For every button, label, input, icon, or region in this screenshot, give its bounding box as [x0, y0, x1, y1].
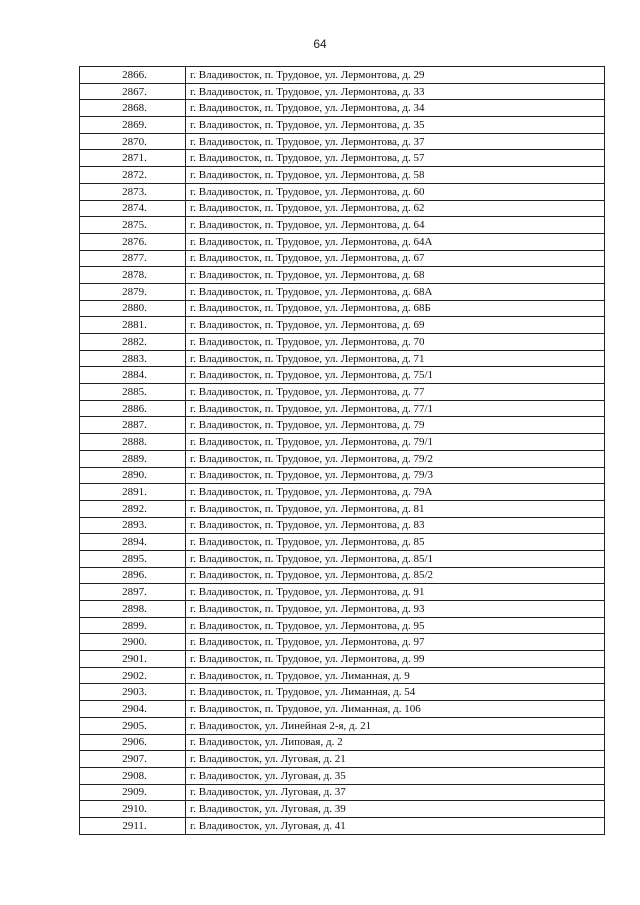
- table-row: [80, 200, 605, 217]
- row-number: 2877.: [80, 250, 186, 267]
- table-row: [80, 334, 605, 351]
- row-address: г. Владивосток, п. Трудовое, ул. Лермонтова, д. 58: [186, 167, 605, 184]
- table-row: [80, 601, 605, 618]
- table-row: [80, 467, 605, 484]
- row-address: г. Владивосток, п. Трудовое, ул. Лермонтова, д. 85: [186, 534, 605, 551]
- table-row: [80, 751, 605, 768]
- row-number: 2875.: [80, 217, 186, 234]
- table-row: [80, 350, 605, 367]
- row-number: 2910.: [80, 801, 186, 818]
- page-number: 64: [313, 37, 327, 51]
- table-row: [80, 450, 605, 467]
- row-number: 2896.: [80, 567, 186, 584]
- row-address: г. Владивосток, ул. Луговая, д. 21: [186, 751, 605, 768]
- row-number: 2876.: [80, 233, 186, 250]
- table-row: [80, 684, 605, 701]
- table-row: [80, 434, 605, 451]
- row-number: 2874.: [80, 200, 186, 217]
- row-address: г. Владивосток, п. Трудовое, ул. Лермонтова, д. 97: [186, 634, 605, 651]
- row-address: г. Владивосток, п. Трудовое, ул. Лермонтова, д. 33: [186, 83, 605, 100]
- table-row: [80, 784, 605, 801]
- row-number: 2889.: [80, 450, 186, 467]
- table-row: [80, 133, 605, 150]
- row-number: 2881.: [80, 317, 186, 334]
- row-address: г. Владивосток, п. Трудовое, ул. Лермонтова, д. 68: [186, 267, 605, 284]
- row-number: 2897.: [80, 584, 186, 601]
- row-address: г. Владивосток, ул. Луговая, д. 39: [186, 801, 605, 818]
- row-address: г. Владивосток, п. Трудовое, ул. Лермонтова, д. 67: [186, 250, 605, 267]
- row-address: г. Владивосток, п. Трудовое, ул. Лермонтова, д. 99: [186, 651, 605, 668]
- table-row: [80, 400, 605, 417]
- row-address: г. Владивосток, п. Трудовое, ул. Лермонтова, д. 81: [186, 500, 605, 517]
- table-row: [80, 567, 605, 584]
- row-number: 2904.: [80, 701, 186, 718]
- table-row: [80, 367, 605, 384]
- row-address: г. Владивосток, п. Трудовое, ул. Лермонтова, д. 68А: [186, 283, 605, 300]
- row-number: 2907.: [80, 751, 186, 768]
- table-row: [80, 584, 605, 601]
- table-row: [80, 484, 605, 501]
- table-row: [80, 300, 605, 317]
- row-address: г. Владивосток, п. Трудовое, ул. Лермонтова, д. 62: [186, 200, 605, 217]
- table-row: [80, 817, 605, 834]
- row-address: г. Владивосток, ул. Луговая, д. 41: [186, 817, 605, 834]
- row-address: г. Владивосток, ул. Линейная 2-я, д. 21: [186, 717, 605, 734]
- row-address: г. Владивосток, п. Трудовое, ул. Лермонтова, д. 37: [186, 133, 605, 150]
- row-number: 2873.: [80, 183, 186, 200]
- row-number: 2885.: [80, 384, 186, 401]
- table-row: [80, 651, 605, 668]
- table-row: [80, 667, 605, 684]
- row-address: г. Владивосток, п. Трудовое, ул. Лермонтова, д. 79/3: [186, 467, 605, 484]
- row-number: 2879.: [80, 283, 186, 300]
- row-number: 2869.: [80, 117, 186, 134]
- row-address: г. Владивосток, п. Трудовое, ул. Лермонтова, д. 91: [186, 584, 605, 601]
- row-address: г. Владивосток, п. Трудовое, ул. Лермонтова, д. 57: [186, 150, 605, 167]
- row-number: 2895.: [80, 550, 186, 567]
- table-row: [80, 717, 605, 734]
- table-row: [80, 283, 605, 300]
- row-address: г. Владивосток, п. Трудовое, ул. Лермонтова, д. 34: [186, 100, 605, 117]
- table-row: [80, 67, 605, 84]
- row-address: г. Владивосток, п. Трудовое, ул. Лермонтова, д. 77: [186, 384, 605, 401]
- row-address: г. Владивосток, п. Трудовое, ул. Лермонтова, д. 85/2: [186, 567, 605, 584]
- row-number: 2870.: [80, 133, 186, 150]
- row-number: 2911.: [80, 817, 186, 834]
- row-number: 2867.: [80, 83, 186, 100]
- row-address: г. Владивосток, п. Трудовое, ул. Лермонтова, д. 79А: [186, 484, 605, 501]
- row-address: г. Владивосток, п. Трудовое, ул. Лермонтова, д. 71: [186, 350, 605, 367]
- row-number: 2886.: [80, 400, 186, 417]
- row-address: г. Владивосток, п. Трудовое, ул. Лермонтова, д. 79/2: [186, 450, 605, 467]
- table-row: [80, 617, 605, 634]
- table-row: [80, 734, 605, 751]
- row-number: 2866.: [80, 67, 186, 84]
- row-number: 2882.: [80, 334, 186, 351]
- row-address: г. Владивосток, п. Трудовое, ул. Лермонтова, д. 35: [186, 117, 605, 134]
- table-row: [80, 701, 605, 718]
- row-number: 2892.: [80, 500, 186, 517]
- row-address: г. Владивосток, п. Трудовое, ул. Лермонтова, д. 64А: [186, 233, 605, 250]
- row-address: г. Владивосток, ул. Луговая, д. 35: [186, 767, 605, 784]
- table-row: [80, 117, 605, 134]
- table-row: [80, 801, 605, 818]
- table-row: [80, 417, 605, 434]
- row-number: 2888.: [80, 434, 186, 451]
- table-row: [80, 183, 605, 200]
- table-row: [80, 217, 605, 234]
- row-address: г. Владивосток, п. Трудовое, ул. Лермонтова, д. 69: [186, 317, 605, 334]
- row-number: 2898.: [80, 601, 186, 618]
- table-row: [80, 517, 605, 534]
- row-address: г. Владивосток, п. Трудовое, ул. Лермонтова, д. 70: [186, 334, 605, 351]
- row-number: 2893.: [80, 517, 186, 534]
- table-row: [80, 384, 605, 401]
- table-row: [80, 534, 605, 551]
- row-address: г. Владивосток, п. Трудовое, ул. Лиманная, д. 106: [186, 701, 605, 718]
- row-address: г. Владивосток, п. Трудовое, ул. Лермонтова, д. 60: [186, 183, 605, 200]
- row-number: 2894.: [80, 534, 186, 551]
- row-number: 2887.: [80, 417, 186, 434]
- table-row: [80, 634, 605, 651]
- row-number: 2903.: [80, 684, 186, 701]
- row-address: г. Владивосток, п. Трудовое, ул. Лермонтова, д. 64: [186, 217, 605, 234]
- table-row: [80, 267, 605, 284]
- row-number: 2902.: [80, 667, 186, 684]
- row-address: г. Владивосток, п. Трудовое, ул. Лермонтова, д. 77/1: [186, 400, 605, 417]
- row-number: 2871.: [80, 150, 186, 167]
- row-number: 2878.: [80, 267, 186, 284]
- row-address: г. Владивосток, ул. Липовая, д. 2: [186, 734, 605, 751]
- table-row: [80, 167, 605, 184]
- table-row: [80, 550, 605, 567]
- table-row: [80, 317, 605, 334]
- row-number: 2901.: [80, 651, 186, 668]
- row-number: 2900.: [80, 634, 186, 651]
- row-address: г. Владивосток, п. Трудовое, ул. Лермонтова, д. 93: [186, 601, 605, 618]
- row-number: 2868.: [80, 100, 186, 117]
- row-address: г. Владивосток, п. Трудовое, ул. Лермонтова, д. 68Б: [186, 300, 605, 317]
- table-row: [80, 250, 605, 267]
- table-row: [80, 233, 605, 250]
- row-number: 2899.: [80, 617, 186, 634]
- row-number: 2872.: [80, 167, 186, 184]
- table-row: [80, 150, 605, 167]
- row-number: 2883.: [80, 350, 186, 367]
- row-number: 2890.: [80, 467, 186, 484]
- row-address: г. Владивосток, п. Трудовое, ул. Лермонтова, д. 95: [186, 617, 605, 634]
- address-table-body: [80, 67, 605, 835]
- table-row: [80, 100, 605, 117]
- row-address: г. Владивосток, п. Трудовое, ул. Лермонтова, д. 79: [186, 417, 605, 434]
- row-number: 2880.: [80, 300, 186, 317]
- row-address: г. Владивосток, п. Трудовое, ул. Лермонтова, д. 29: [186, 67, 605, 84]
- row-number: 2906.: [80, 734, 186, 751]
- row-number: 2908.: [80, 767, 186, 784]
- row-number: 2891.: [80, 484, 186, 501]
- row-address: г. Владивосток, п. Трудовое, ул. Лермонтова, д. 85/1: [186, 550, 605, 567]
- row-address: г. Владивосток, ул. Луговая, д. 37: [186, 784, 605, 801]
- table-row: [80, 767, 605, 784]
- row-number: 2884.: [80, 367, 186, 384]
- table-row: [80, 500, 605, 517]
- row-number: 2909.: [80, 784, 186, 801]
- address-table: [79, 66, 605, 835]
- row-address: г. Владивосток, п. Трудовое, ул. Лермонтова, д. 75/1: [186, 367, 605, 384]
- row-address: г. Владивосток, п. Трудовое, ул. Лиманная, д. 9: [186, 667, 605, 684]
- table-row: [80, 83, 605, 100]
- row-address: г. Владивосток, п. Трудовое, ул. Лермонтова, д. 79/1: [186, 434, 605, 451]
- row-address: г. Владивосток, п. Трудовое, ул. Лиманная, д. 54: [186, 684, 605, 701]
- row-number: 2905.: [80, 717, 186, 734]
- row-address: г. Владивосток, п. Трудовое, ул. Лермонтова, д. 83: [186, 517, 605, 534]
